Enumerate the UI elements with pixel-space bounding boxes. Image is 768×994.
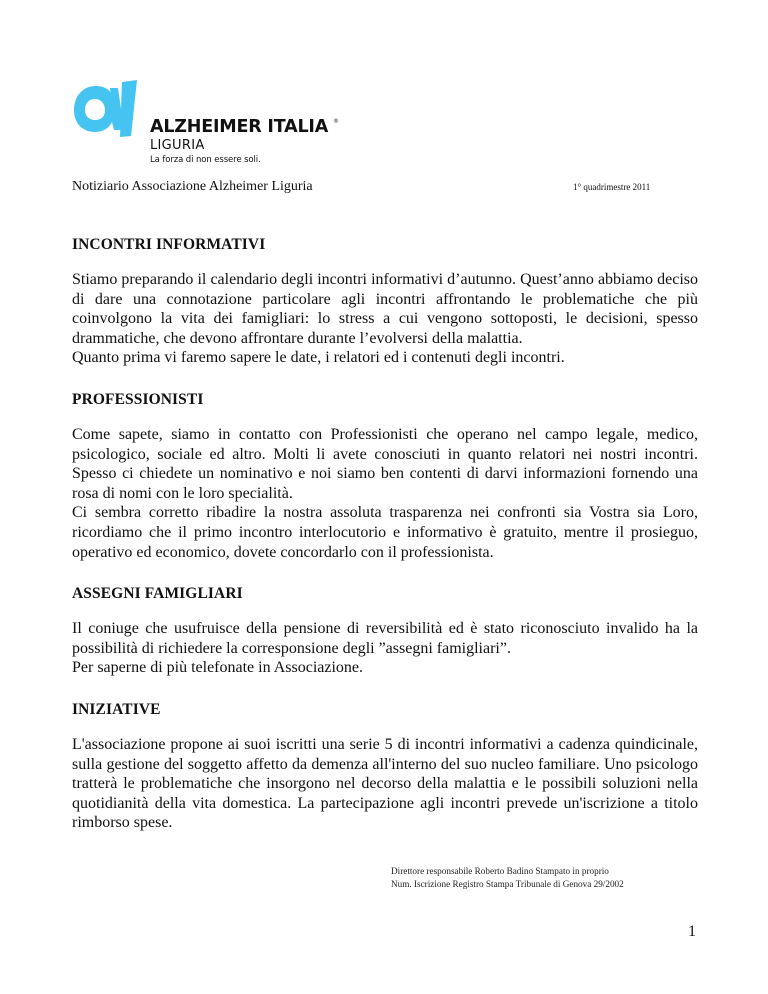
page-number: 1 [688,923,696,940]
issue-period: 1° quadrimestre 2011 [573,182,651,192]
section-heading: INIZIATIVE [72,700,161,718]
logo-name: ALZHEIMER ITALIA [150,117,329,137]
section-iniziative [72,700,698,833]
section-incontri-informativi [72,235,698,368]
footer-registration: Num. Iscrizione Registro Stampa Tribunale di Genova 29/2002 [391,878,624,889]
document-body [72,235,698,849]
footer-director: Direttore responsabile Roberto Badino Stampato in proprio [391,866,609,876]
section-heading: PROFESSIONISTI [72,390,204,408]
section-heading: ASSEGNI FAMIGLIARI [72,585,243,603]
logo-region: LIGURIA [150,138,205,153]
paragraph: Il coniuge che usufruisce della pensione di reversibilità ed è stato riconosciuto invalido ha la possibilità di richiedere la corresponsione degli ”assegni famigliari”. [72,620,698,657]
registered-mark: ® [333,118,339,125]
newsletter-title: Notiziario Associazione Alzheimer Liguria [72,179,313,194]
section-professionisti [72,390,698,562]
publication-info [391,865,624,890]
section-heading: INCONTRI INFORMATIVI [72,236,266,253]
paragraph: Ci sembra corretto ribadire la nostra assoluta trasparenza nei confronti sia Vostra sia Loro, ricordiamo che il primo incontro interlocutorio e informativo è gratuito, mentre il prosieguo, operativo ed economico, dovete concordarlo con il professionista. [72,504,698,561]
paragraph: Come sapete, siamo in contatto con Professionisti che operano nel campo legale, medico, psicologico, sociale ed altro. Molti li avete conosciuti in quanto relatori nei nostri incontri. Spesso ci chiedete un nominativo e noi siamo ben contenti di darvi informazioni fornendo una rosa di nomi con le loro specialità. [72,425,698,502]
section-assegni-famigliari [72,584,698,678]
alzheimer-italia-logo [74,80,374,170]
paragraph: Stiamo preparando il calendario degli incontri informativi d’autunno. Quest’anno abbiamo deciso di dare una connotazione particolare agli incontri affrontando le problematiche che più coinvolgono la vita dei famigliari: lo stress a cui vengono sottoposti, le decisioni, spesso drammatiche, che devono affrontare durante l’evolversi della malattia. [72,271,698,347]
paragraph: Per saperne di più telefonate in Associazione. [72,659,364,677]
paragraph: L'associazione propone ai suoi iscritti una serie 5 di incontri informativi a cadenza quindicinale, sulla gestione del soggetto affetto da demenza all'interno del suo nucleo familiare. Uno psicologo tratterà le problematiche che insorgono nel decorso della malattia e le possibili soluzioni nella quotidianità della vita domestica. La partecipazione agli incontri prevede un'iscrizione a titolo rimborso spese. [72,735,698,832]
paragraph: Quanto prima vi faremo sapere le date, i relatori ed i contenuti degli incontri. [72,349,565,367]
logo-tagline: La forza di non essere soli. [150,155,261,165]
logo-mark-icon [74,80,140,138]
